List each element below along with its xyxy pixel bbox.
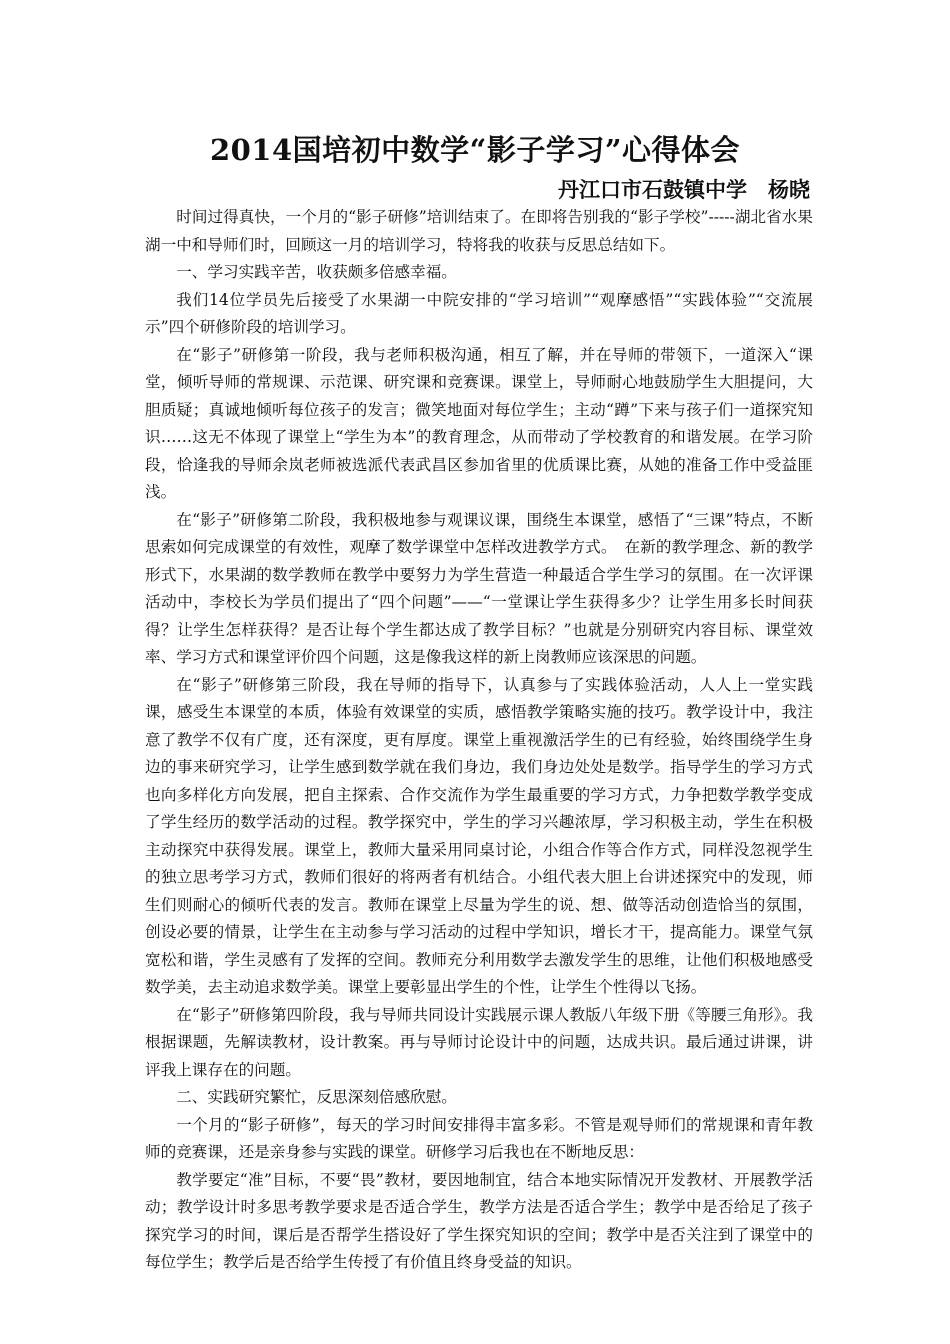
body-paragraph: 我们14位学员先后接受了水果湖一中院安排的“学习培训”“观摩感悟”“实践体验”“交流展示”四个研修阶段的培训学习。	[145, 290, 813, 336]
body-paragraph: 在“影子”研修第一阶段，我与老师积极沟通，相互了解，并在导师的带领下，一道深入“课堂，倾听导师的常规课、示范课、研究课和竞赛课。课堂上，导师耐心地鼓励学生大胆提问，大胆质疑；真诚地倾听每位孩子的发言；微笑地面对每位学生；主动“蹲”下来与孩子们一道探究知识……这无不体现了课堂上“学生为本”的教育理念，从而带动了学校教育的和谐发展。在学习阶段，恰逢我的导师余岚老师被选派代表武昌区参加省里的优质课比赛，从她的准备工作中受益匪浅。	[145, 345, 813, 501]
body-paragraph: 在“影子”研修第二阶段，我积极地参与观课议课，围绕生本课堂，感悟了“三课”特点，不断思索如何完成课堂的有效性，观摩了数学课堂中怎样改进教学方式。 在新的教学理念、新的教学形式下，水果湖的数学教师在教学中要努力为学生营造一种最适合学生学习的氛围。在一次评课活动中，李校长为学员们提出了“四个问题”——“一堂课让学生获得多少？让学生用多长时间获得？让学生怎样获得？是否让每个学生都达成了教学目标？”也就是分别研究内容目标、课堂效率、学习方式和课堂评价四个问题，这是像我这样的新上岗教师应该深思的问题。	[145, 510, 813, 666]
body-paragraph: 在“影子”研修第四阶段，我与导师共同设计实践展示课人教版八年级下册《等腰三角形》。我根据课题，先解读教材，设计教案。再与导师讨论设计中的问题，达成共识。最后通过讲课，讲评我上课存在的问题。	[145, 1005, 813, 1079]
intro-paragraph: 时间过得真快，一个月的“影子研修”培训结束了。在即将告别我的“影子学校”-----湖北省水果湖一中和导师们时，回顾这一月的培训学习，特将我的收获与反思总结如下。	[145, 208, 813, 254]
section-heading-2: 二、实践研究繁忙，反思深刻倍感欣慰。	[176, 1088, 457, 1106]
author-byline: 丹江口市石鼓镇中学 杨晓	[558, 177, 810, 202]
body-paragraph: 一个月的“影子研修”，每天的学习时间安排得丰富多彩。不管是观导师们的常规课和青年教师的竞赛课，还是亲身参与实践的课堂。研修学习后我也在不断地反思：	[145, 1115, 813, 1161]
body-paragraph: 在“影子”研修第三阶段，我在导师的指导下，认真参与了实践体验活动，人人上一堂实践课，感受生本课堂的本质，体验有效课堂的实质，感悟教学策略实施的技巧。教学设计中，我注意了教学不仅有广度，还有深度，更有厚度。课堂上重视激活学生的已有经验，始终围绕学生身边的事来研究学习，让学生感到数学就在我们身边，我们身边处处是数学。指导学生的学习方式也向多样化方向发展，把自主探索、合作交流作为学生最重要的学习方式，力争把数学教学变成了学生经历的数学活动的过程。教学探究中，学生的学习兴趣浓厚，学习积极主动，学生在积极主动探究中获得发展。课堂上，教师大量采用同桌讨论，小组合作等合作方式，同样没忽视学生的独立思考学习方式，教师们很好的将两者有机结合。小组代表大胆上台讲述探究中的发现，师生们则耐心的倾听代表的发言。教师在课堂上尽量为学生的说、想、做等活动创造恰当的氛围，创设必要的情景，让学生在主动参与学习活动的过程中学知识，增长才干，提高能力。课堂气氛宽松和谐，学生灵感有了发挥的空间。教师充分利用数学去激发学生的思维，让他们积极地感受数学美，去主动追求数学美。课堂上要彰显出学生的个性，让学生个性得以飞扬。	[145, 675, 813, 996]
document-title: 2014国培初中数学“影子学习”心得体会	[209, 133, 741, 167]
body-paragraph: 教学要定“准”目标，不要“畏”教材，要因地制宜，结合本地实际情况开发教材、开展教学活动；教学设计时多思考教学要求是否适合学生，教学方法是否适合学生；教学中是否给足了孩子探究学习的时间，课后是否帮学生搭设好了学生探究知识的空间；教学中是否关注到了课堂中的每位学生；教学后是否给学生传授了有价值且终身受益的知识。	[145, 1170, 813, 1271]
document-body	[145, 204, 813, 1277]
section-heading-1: 一、学习实践辛苦，收获颇多倍感幸福。	[176, 263, 457, 281]
